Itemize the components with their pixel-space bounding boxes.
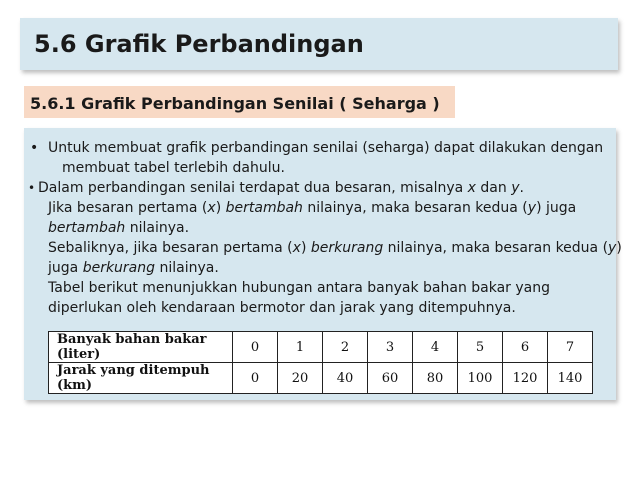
text-line-7: Tabel berikut menunjukkan hubungan antara banyak bahan bakar yang — [48, 280, 551, 296]
table-cell: 0 — [233, 363, 278, 394]
text-line-3: Jika besaran pertama (x) bertambah nilainya, maka besaran kedua (y) juga — [48, 200, 577, 216]
table-cell: 120 — [503, 363, 548, 394]
section-subtitle: 5.6.1 Grafik Perbandingan Senilai ( Seharga ) — [30, 94, 440, 113]
table-cell: 80 — [413, 363, 458, 394]
table-cell: 0 — [233, 332, 278, 363]
table-cell: 4 — [413, 332, 458, 363]
bullet-2-line-1: Dalam perbandingan senilai terdapat dua besaran, misalnya x dan y. — [38, 180, 524, 196]
table-cell: 6 — [503, 332, 548, 363]
bullet-1: • — [30, 140, 39, 156]
title-banner — [20, 18, 618, 70]
bullet-2: • — [28, 181, 36, 195]
table-cell: 140 — [548, 363, 593, 394]
row-header-distance: Jarak yang ditempuh (km) — [49, 363, 233, 394]
table-cell: 3 — [368, 332, 413, 363]
table-cell: 40 — [323, 363, 368, 394]
table-cell: 2 — [323, 332, 368, 363]
text-line-6: juga berkurang nilainya. — [48, 260, 219, 276]
subtitle-banner — [24, 86, 455, 118]
fuel-distance-table — [48, 331, 593, 394]
text-line-8: diperlukan oleh kendaraan bermotor dan jarak yang ditempuhnya. — [48, 300, 516, 316]
table-cell: 60 — [368, 363, 413, 394]
table-row — [49, 363, 593, 394]
bullet-1-line-2: membuat tabel terlebih dahulu. — [62, 160, 285, 176]
table-cell: 20 — [278, 363, 323, 394]
text-line-5: Sebaliknya, jika besaran pertama (x) berkurang nilainya, maka besaran kedua (y) — [48, 240, 622, 256]
table-cell: 7 — [548, 332, 593, 363]
table-cell: 5 — [458, 332, 503, 363]
table-cell: 1 — [278, 332, 323, 363]
text-line-4: bertambah nilainya. — [48, 220, 190, 236]
table-cell: 100 — [458, 363, 503, 394]
page-title: 5.6 Grafik Perbandingan — [34, 30, 364, 58]
bullet-1-line-1: Untuk membuat grafik perbandingan senilai (seharga) dapat dilakukan dengan — [48, 140, 604, 156]
row-header-fuel: Banyak bahan bakar (liter) — [49, 332, 233, 363]
table-row — [49, 332, 593, 363]
